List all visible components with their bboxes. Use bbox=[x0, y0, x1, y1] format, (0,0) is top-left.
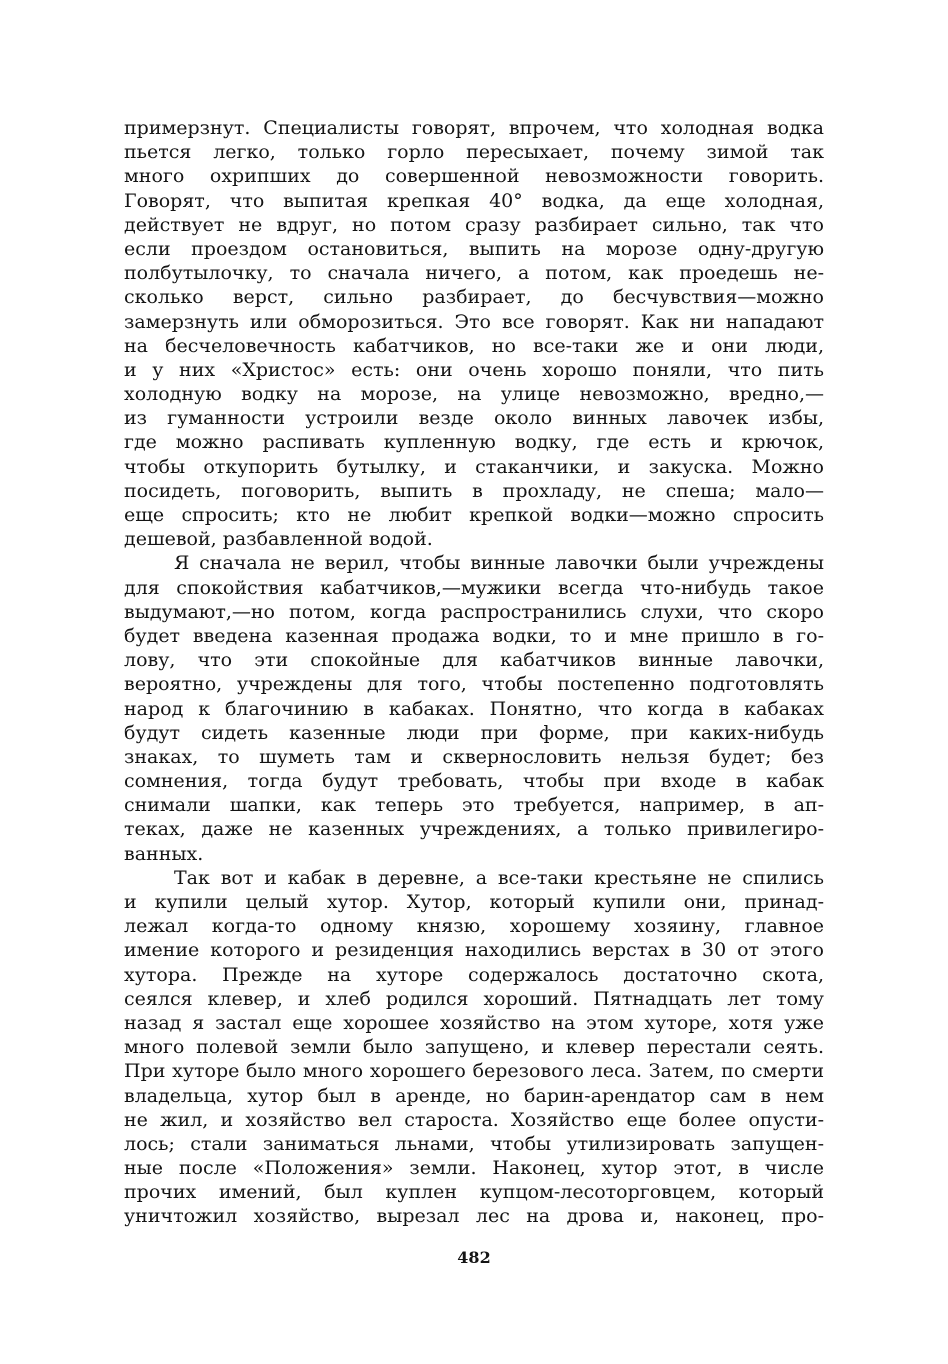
text-line: не жил, и хозяйство вел староста. Хозяйство еще более опусти- bbox=[124, 1108, 824, 1131]
text-line: знаках, то шуметь там и сквернословить нельзя будет; без bbox=[124, 745, 824, 768]
text-line: посидеть, поговорить, выпить в прохладу, не спеша; мало— bbox=[124, 479, 824, 502]
text-line: из гуманности устроили везде около винных лавочек избы, bbox=[124, 407, 824, 430]
text-line: Я сначала не верил, чтобы винные лавочки были учреждены bbox=[174, 552, 824, 575]
text-line: назад я застал еще хорошее хозяйство на этом хуторе, хотя уже bbox=[124, 1011, 824, 1034]
text-line: лежал когда-то одному князю, хорошему хозяину, главное bbox=[124, 915, 824, 938]
page-number: 482 bbox=[457, 1248, 491, 1267]
text-line: теках, даже не казенных учреждениях, а только привилегиро- bbox=[124, 818, 824, 841]
text-line: народ к благочинию в кабаках. Понятно, что когда в кабаках bbox=[124, 697, 824, 720]
text-line: если проездом остановиться, выпить на морозе одну-другую bbox=[124, 237, 824, 260]
text-line: уничтожил хозяйство, вырезал лес на дрова и, наконец, про- bbox=[124, 1205, 824, 1228]
text-line: замерзнуть или обморозиться. Это все говорят. Как ни нападают bbox=[124, 310, 824, 333]
text-line: и купили целый хутор. Хутор, который купили они, принад- bbox=[124, 891, 824, 913]
text-line: Говорят, что выпитая крепкая 40° водка, да еще холодная, bbox=[124, 189, 824, 212]
text-line: много охрипших до совершенной невозможности говорить. bbox=[124, 165, 824, 188]
text-line: сомнения, тогда будут требовать, чтобы при входе в кабак bbox=[124, 770, 824, 793]
text-line: будет введена казенная продажа водки, то и мне пришло в го- bbox=[124, 624, 824, 647]
text-line: снимали шапки, как теперь это требуется, например, в ап- bbox=[124, 794, 824, 817]
text-line: дешевой, разбавленной водой. bbox=[124, 528, 433, 551]
text-line: примерзнут. Специалисты говорят, впрочем, что холодная водка bbox=[124, 117, 824, 139]
text-line: полбутылочку, то сначала ничего, а потом, как проедешь не- bbox=[124, 262, 824, 285]
text-line: хутора. Прежде на хуторе содержалось достаточно скота, bbox=[124, 963, 824, 986]
text-line: будут сидеть казенные люди при форме, при каких-нибудь bbox=[124, 721, 824, 744]
text-line: на бесчеловечность кабатчиков, но все-таки же и они люди, bbox=[124, 334, 824, 357]
text-line: где можно распивать купленную водку, где есть и крючок, bbox=[124, 431, 824, 454]
text-line: вероятно, учреждены для того, чтобы постепенно подготовлять bbox=[124, 673, 824, 696]
text-line: сеялся клевер, и хлеб родился хороший. Пятнадцать лет тому bbox=[124, 987, 824, 1010]
text-line: лось; стали заниматься льнами, чтобы утилизировать запущен- bbox=[124, 1132, 824, 1155]
text-line: еще спросить; кто не любит крепкой водки—можно спросить bbox=[124, 504, 824, 526]
text-line: Так вот и кабак в деревне, а все-таки крестьяне не спились bbox=[174, 866, 824, 889]
paragraph bbox=[124, 551, 824, 865]
text-line: много полевой земли было запущено, и клевер перестали сеять. bbox=[124, 1036, 824, 1059]
text-line: холодную водку на морозе, на улице невозможно, вредно,— bbox=[124, 383, 824, 406]
text-line: имение которого и резиденция находились верстах в 30 от этого bbox=[124, 939, 824, 962]
text-line: лову, что эти спокойные для кабатчиков винные лавочки, bbox=[124, 649, 824, 672]
text-line: действует не вдруг, но потом сразу разбирает сильно, так что bbox=[124, 213, 824, 236]
text-line: При хуторе было много хорошего березового леса. Затем, по смерти bbox=[124, 1060, 824, 1083]
body-text bbox=[124, 116, 824, 1229]
text-line: прочих имений, был куплен купцом-лесоторговцем, который bbox=[124, 1181, 824, 1204]
text-line: пьется легко, только горло пересыхает, почему зимой так bbox=[124, 141, 824, 164]
text-line: владельца, хутор был в аренде, но барин-арендатор сам в нем bbox=[124, 1084, 824, 1107]
paragraph bbox=[124, 866, 824, 1229]
text-line: ные после «Положения» земли. Наконец, хутор этот, в числе bbox=[124, 1157, 824, 1180]
text-line: ванных. bbox=[124, 842, 204, 865]
paragraph bbox=[124, 116, 824, 551]
text-line: чтобы откупорить бутылку, и стаканчики, и закуска. Можно bbox=[124, 455, 824, 478]
text-line: сколько верст, сильно разбирает, до бесчувствия—можно bbox=[124, 286, 824, 309]
text-line: и у них «Христос» есть: они очень хорошо поняли, что пить bbox=[124, 358, 824, 381]
text-line: выдумают,—но потом, когда распространились слухи, что скоро bbox=[124, 600, 824, 623]
text-line: для спокойствия кабатчиков,—мужики всегда что-нибудь такое bbox=[124, 576, 824, 599]
